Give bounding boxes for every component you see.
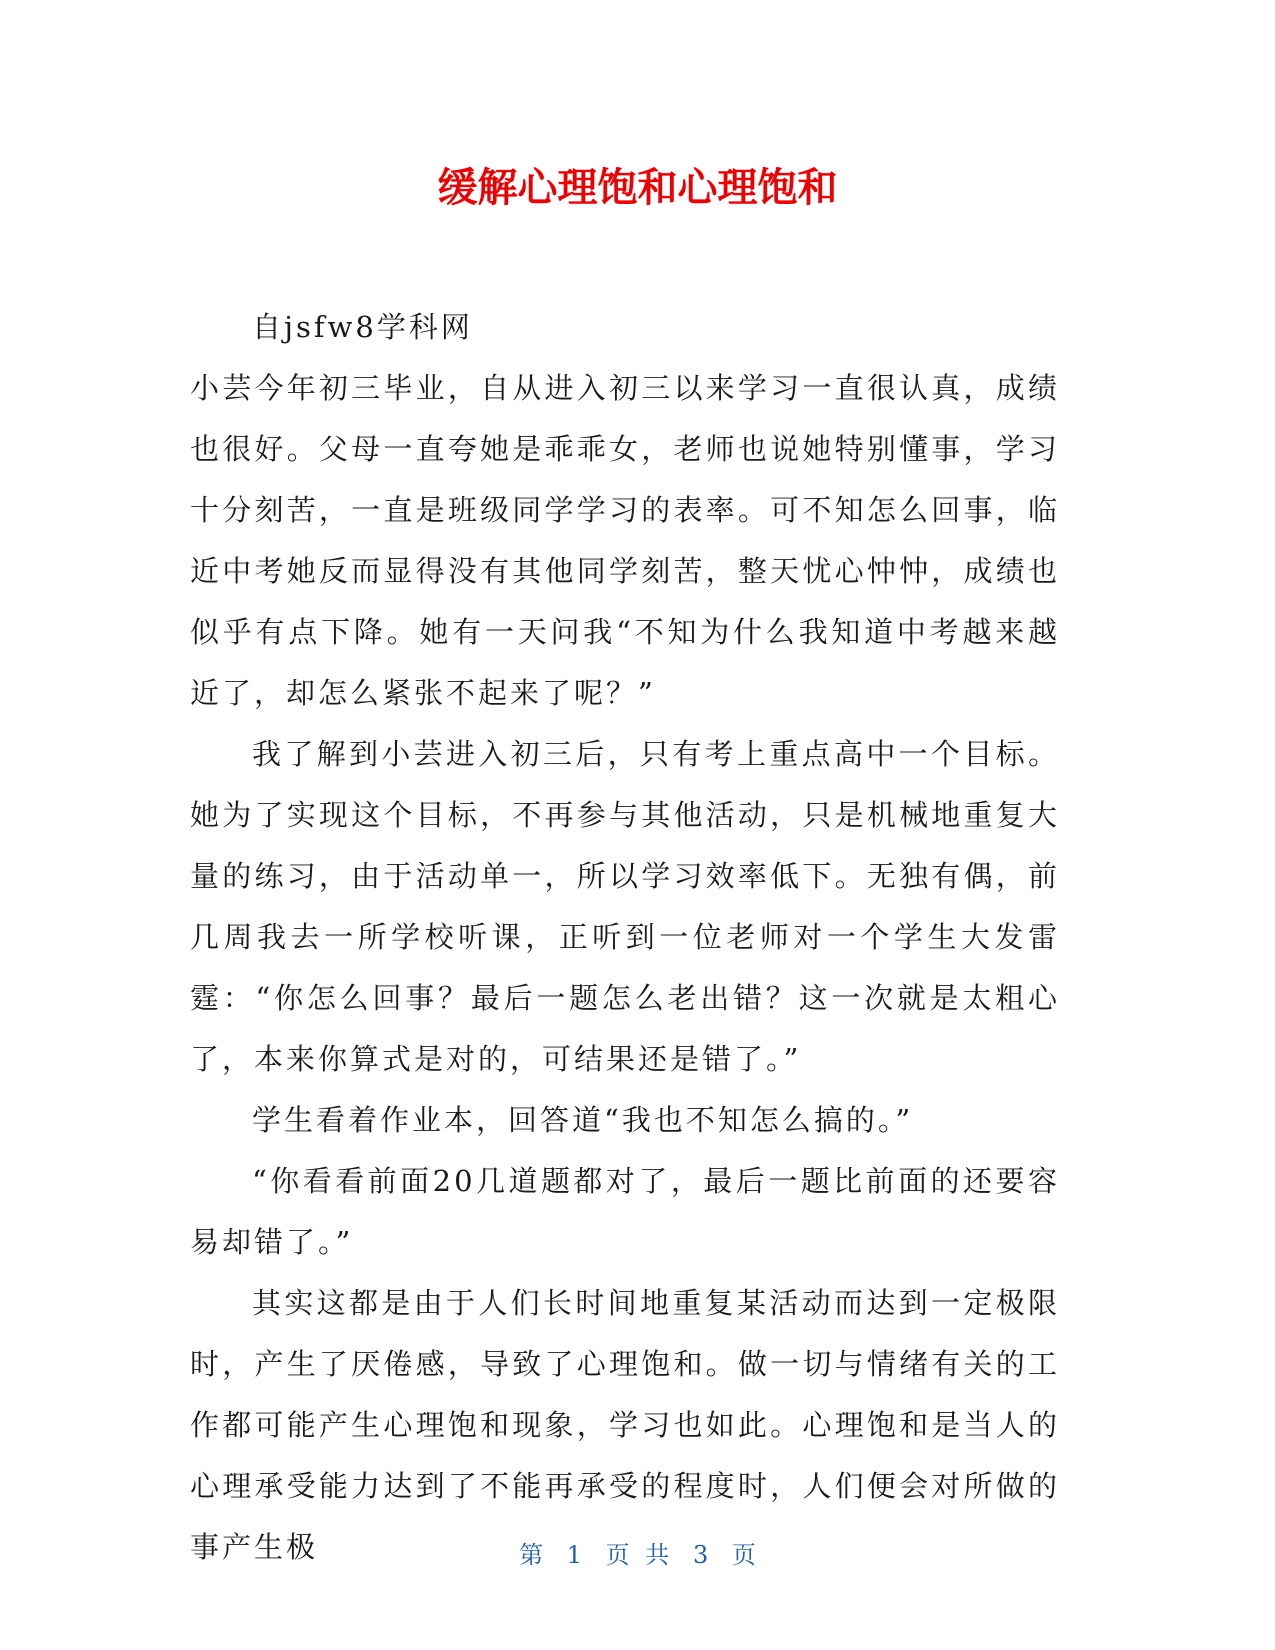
document-body bbox=[190, 297, 1060, 1578]
source-line: 自jsfw8学科网 bbox=[252, 310, 473, 344]
footer-page-prefix: 第 bbox=[519, 1541, 544, 1569]
footer-page-suffix: 页 bbox=[731, 1541, 756, 1569]
body-paragraph: 我了解到小芸进入初三后，只有考上重点高中一个目标。她为了实现这个目标，不再参与其他活动，只是机械地重复大量的练习，由于活动单一，所以学习效率低下。无独有偶，前几周我去一所学校听课，正听到一位老师对一个学生大发雷霆：“你怎么回事？最后一题怎么老出错？这一次就是太粗心了，本来你算式是对的，可结果还是错了。” bbox=[190, 737, 1060, 1076]
footer-current-page: 1 bbox=[566, 1541, 583, 1569]
page-footer bbox=[0, 1540, 1275, 1570]
footer-page-mid: 页 共 bbox=[605, 1541, 670, 1569]
body-paragraph: 小芸今年初三毕业，自从进入初三以来学习一直很认真，成绩也很好。父母一直夸她是乖乖女，老师也说她特别懂事，学习十分刻苦，一直是班级同学学习的表率。可不知怎么回事，临近中考她反而显得没有其他同学刻苦，整天忧心忡忡，成绩也似乎有点下降。她有一天问我“不知为什么我知道中考越来越近了，却怎么紧张不起来了呢？” bbox=[190, 371, 1060, 710]
document-title: 缓解心理饱和心理饱和 bbox=[437, 165, 838, 211]
body-paragraph: 学生看着作业本，回答道“我也不知怎么搞的。” bbox=[252, 1103, 914, 1137]
body-paragraph: 其实这都是由于人们长时间地重复某活动而达到一定极限时，产生了厌倦感，导致了心理饱和。做一切与情绪有关的工作都可能产生心理饱和现象，学习也如此。心理饱和是当人的心理承受能力达到了不能再承受的程度时，人们便会对所做的事产生极 bbox=[190, 1286, 1060, 1564]
body-paragraph: “你看看前面20几道题都对了，最后一题比前面的还要容易却错了。” bbox=[190, 1164, 1060, 1259]
footer-total-pages: 3 bbox=[692, 1541, 709, 1569]
